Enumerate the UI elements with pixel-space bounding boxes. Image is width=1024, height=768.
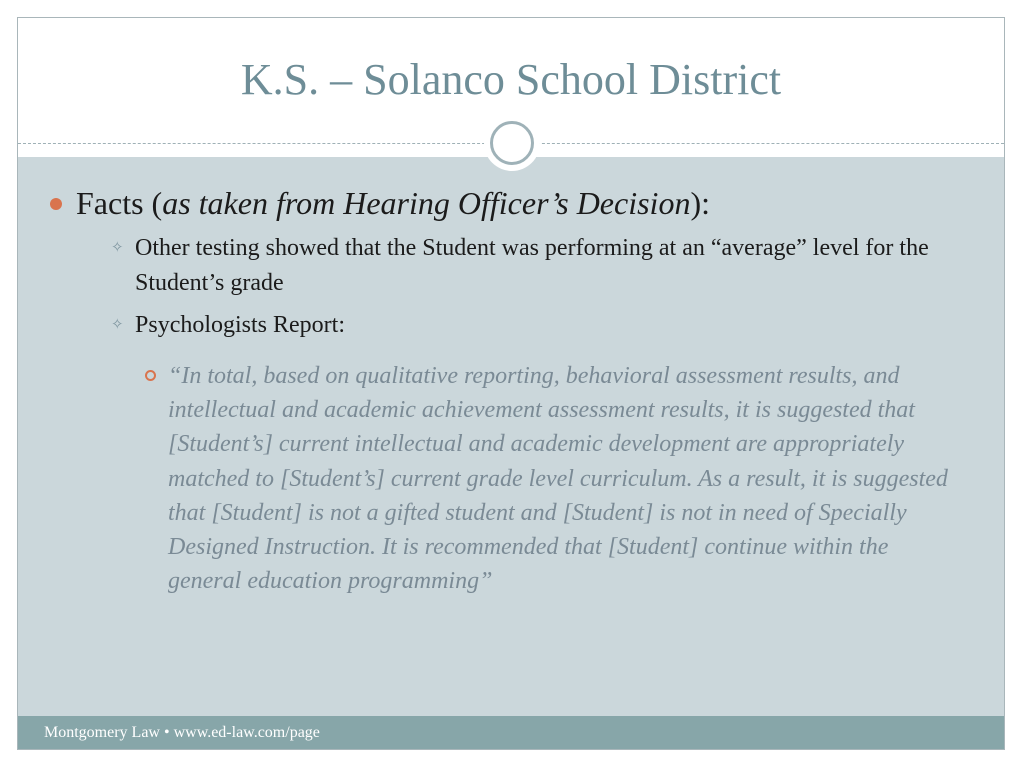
bullet-quote [145,359,965,598]
ring-ornament-icon [484,115,540,171]
bullet-other-testing [111,231,974,301]
facts-heading [76,184,982,222]
facts-prefix: Facts ( [76,185,163,221]
filled-circle-icon [50,198,62,210]
slide-title: K.S. – Solanco School District [240,55,782,104]
hollow-circle-icon [145,370,156,381]
bullet-other-testing-text: Other testing showed that the Student was performing at an “average” level for the Student’s grade [135,235,929,296]
footer-text: Montgomery Law • www.ed-law.com/page [44,724,320,741]
footer [18,716,1004,749]
bullet-facts [52,184,982,222]
four-point-star-icon: ✧ [111,240,124,256]
bullet-psychologists-report-text: Psychologists Report: [135,312,346,338]
facts-italic: as taken from Hearing Officer’s Decision [162,185,691,221]
bullet-psychologists-report [111,308,974,343]
four-point-star-icon: ✧ [111,317,124,333]
ring-ornament-inner [490,121,534,165]
quote-text: “In total, based on qualitative reporting, behavioral assessment results, and intellectual and academic achievement assessment results, it is suggested that [Student’s] current intellectual and academic development are appropriately matched to [Student’s] current grade level curriculum. As a result, it is suggested that [Student] is not a gifted student and [Student] is not in need of Specially Designed Instruction. It is recommended that [Student] continue within the general education programming” [168,363,948,595]
content-area [18,157,1004,716]
slide [17,17,1005,750]
facts-suffix: ): [690,185,710,221]
